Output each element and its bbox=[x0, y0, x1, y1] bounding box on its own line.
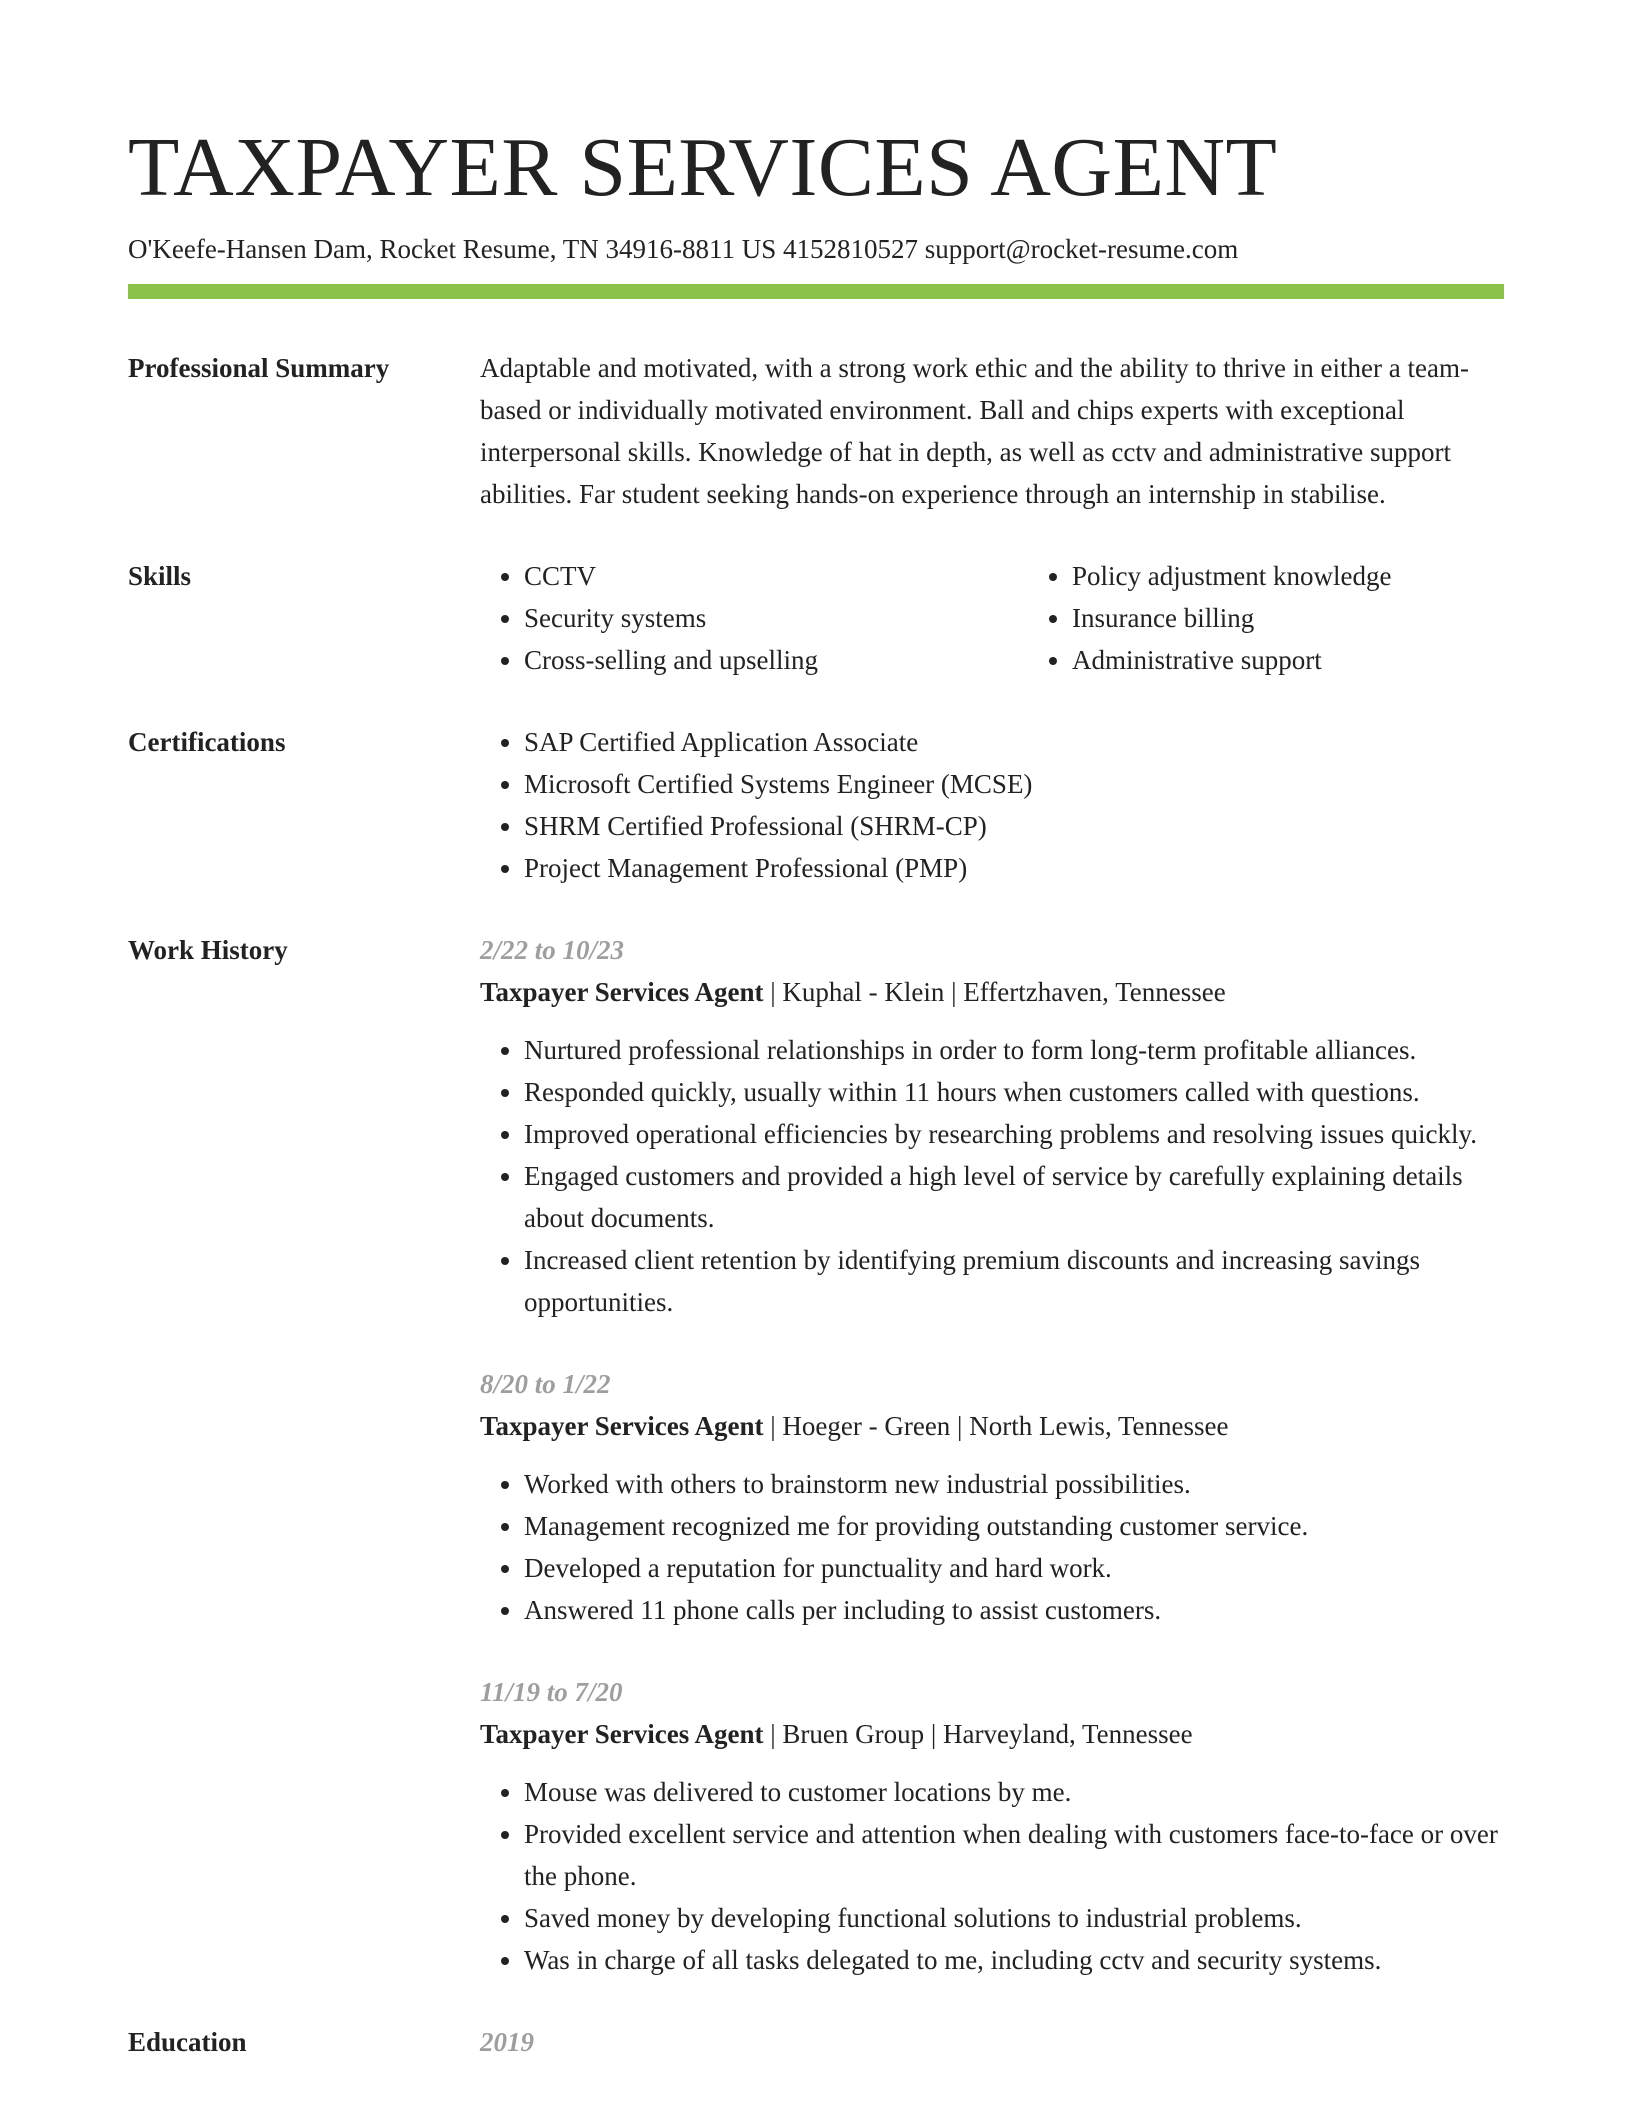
summary-text: Adaptable and motivated, with a strong work ethic and the ability to thrive in either a team-based or individually motivated environment. Ball and chips experts with exceptional interpersonal skills. Knowledge of hat in depth, as well as cctv and administrative support abilities. Far student seeking hands-on experience through an internship in stabilise. bbox=[480, 353, 1469, 509]
job-title: Taxpayer Services Agent bbox=[480, 977, 764, 1007]
job-bullet: • Mouse was delivered to customer locations by me. bbox=[524, 1771, 1504, 1813]
certification-item: • Microsoft Certified Systems Engineer (MCSE) bbox=[524, 763, 1504, 805]
skills-section bbox=[128, 555, 1504, 681]
education-section bbox=[128, 2021, 1504, 2063]
certification-item: • SHRM Certified Professional (SHRM-CP) bbox=[524, 805, 1504, 847]
section-label: Certifications bbox=[128, 727, 286, 757]
summary-section bbox=[128, 347, 1504, 515]
job-bullet: • Improved operational efficiencies by researching problems and resolving issues quickly. bbox=[524, 1113, 1504, 1155]
job-bullet: • Saved money by developing functional solutions to industrial problems. bbox=[524, 1897, 1504, 1939]
job-entry bbox=[480, 1363, 1504, 1631]
job-heading bbox=[480, 971, 1504, 1013]
skills-grid bbox=[480, 555, 1576, 681]
resume-page bbox=[128, 120, 1504, 2063]
job-dates: 2/22 to 10/23 bbox=[480, 935, 625, 965]
section-label: Professional Summary bbox=[128, 353, 390, 383]
job-title: Taxpayer Services Agent bbox=[480, 1411, 764, 1441]
section-label: Work History bbox=[128, 935, 288, 965]
skills-list-right bbox=[1028, 555, 1576, 681]
job-bullet: • Engaged customers and provided a high level of service by carefully explaining details about documents. bbox=[524, 1155, 1504, 1239]
certifications-list bbox=[480, 721, 1504, 889]
skill-item: • Administrative support bbox=[1072, 639, 1576, 681]
certification-item: • SAP Certified Application Associate bbox=[524, 721, 1504, 763]
skill-item: • Policy adjustment knowledge bbox=[1072, 555, 1576, 597]
section-label: Education bbox=[128, 2027, 247, 2057]
section-label: Skills bbox=[128, 561, 192, 591]
job-company-location: | Hoeger - Green | North Lewis, Tennessee bbox=[763, 1411, 1229, 1441]
job-bullets bbox=[480, 1029, 1504, 1323]
resume-title: TAXPAYER SERVICES AGENT bbox=[128, 121, 1278, 214]
job-bullet: • Nurtured professional relationships in order to form long-term profitable alliances. bbox=[524, 1029, 1504, 1071]
job-entry bbox=[480, 929, 1504, 1323]
contact-line: O'Keefe-Hansen Dam, Rocket Resume, TN 34916-8811 US 4152810527 support@rocket-resume.com bbox=[128, 234, 1239, 264]
job-dates: 8/20 to 1/22 bbox=[480, 1369, 611, 1399]
job-company-location: | Kuphal - Klein | Effertzhaven, Tennessee bbox=[763, 977, 1226, 1007]
job-company-location: | Bruen Group | Harveyland, Tennessee bbox=[763, 1719, 1193, 1749]
accent-divider bbox=[128, 284, 1504, 299]
education-dates: 2019 bbox=[480, 2027, 534, 2057]
job-dates: 11/19 to 7/20 bbox=[480, 1677, 623, 1707]
job-bullets bbox=[480, 1463, 1504, 1631]
job-bullet: • Answered 11 phone calls per including to assist customers. bbox=[524, 1589, 1504, 1631]
skill-item: • Security systems bbox=[524, 597, 1028, 639]
job-heading bbox=[480, 1713, 1504, 1755]
job-bullet: • Worked with others to brainstorm new industrial possibilities. bbox=[524, 1463, 1504, 1505]
job-bullet: • Provided excellent service and attention when dealing with customers face-to-face or over the phone. bbox=[524, 1813, 1504, 1897]
skills-list-left bbox=[480, 555, 1028, 681]
job-heading bbox=[480, 1405, 1504, 1447]
job-title: Taxpayer Services Agent bbox=[480, 1719, 764, 1749]
skill-item: • Insurance billing bbox=[1072, 597, 1576, 639]
job-entry bbox=[480, 1671, 1504, 1981]
job-bullet: • Management recognized me for providing outstanding customer service. bbox=[524, 1505, 1504, 1547]
certifications-section bbox=[128, 721, 1504, 889]
job-bullet: • Increased client retention by identifying premium discounts and increasing savings opportunities. bbox=[524, 1239, 1504, 1323]
job-bullet: • Responded quickly, usually within 11 hours when customers called with questions. bbox=[524, 1071, 1504, 1113]
job-bullet: • Developed a reputation for punctuality and hard work. bbox=[524, 1547, 1504, 1589]
skill-item: • CCTV bbox=[524, 555, 1028, 597]
certification-item: • Project Management Professional (PMP) bbox=[524, 847, 1504, 889]
job-bullets bbox=[480, 1771, 1504, 1981]
work-history-section bbox=[128, 929, 1504, 1981]
skill-item: • Cross-selling and upselling bbox=[524, 639, 1028, 681]
job-bullet: • Was in charge of all tasks delegated to me, including cctv and security systems. bbox=[524, 1939, 1504, 1981]
